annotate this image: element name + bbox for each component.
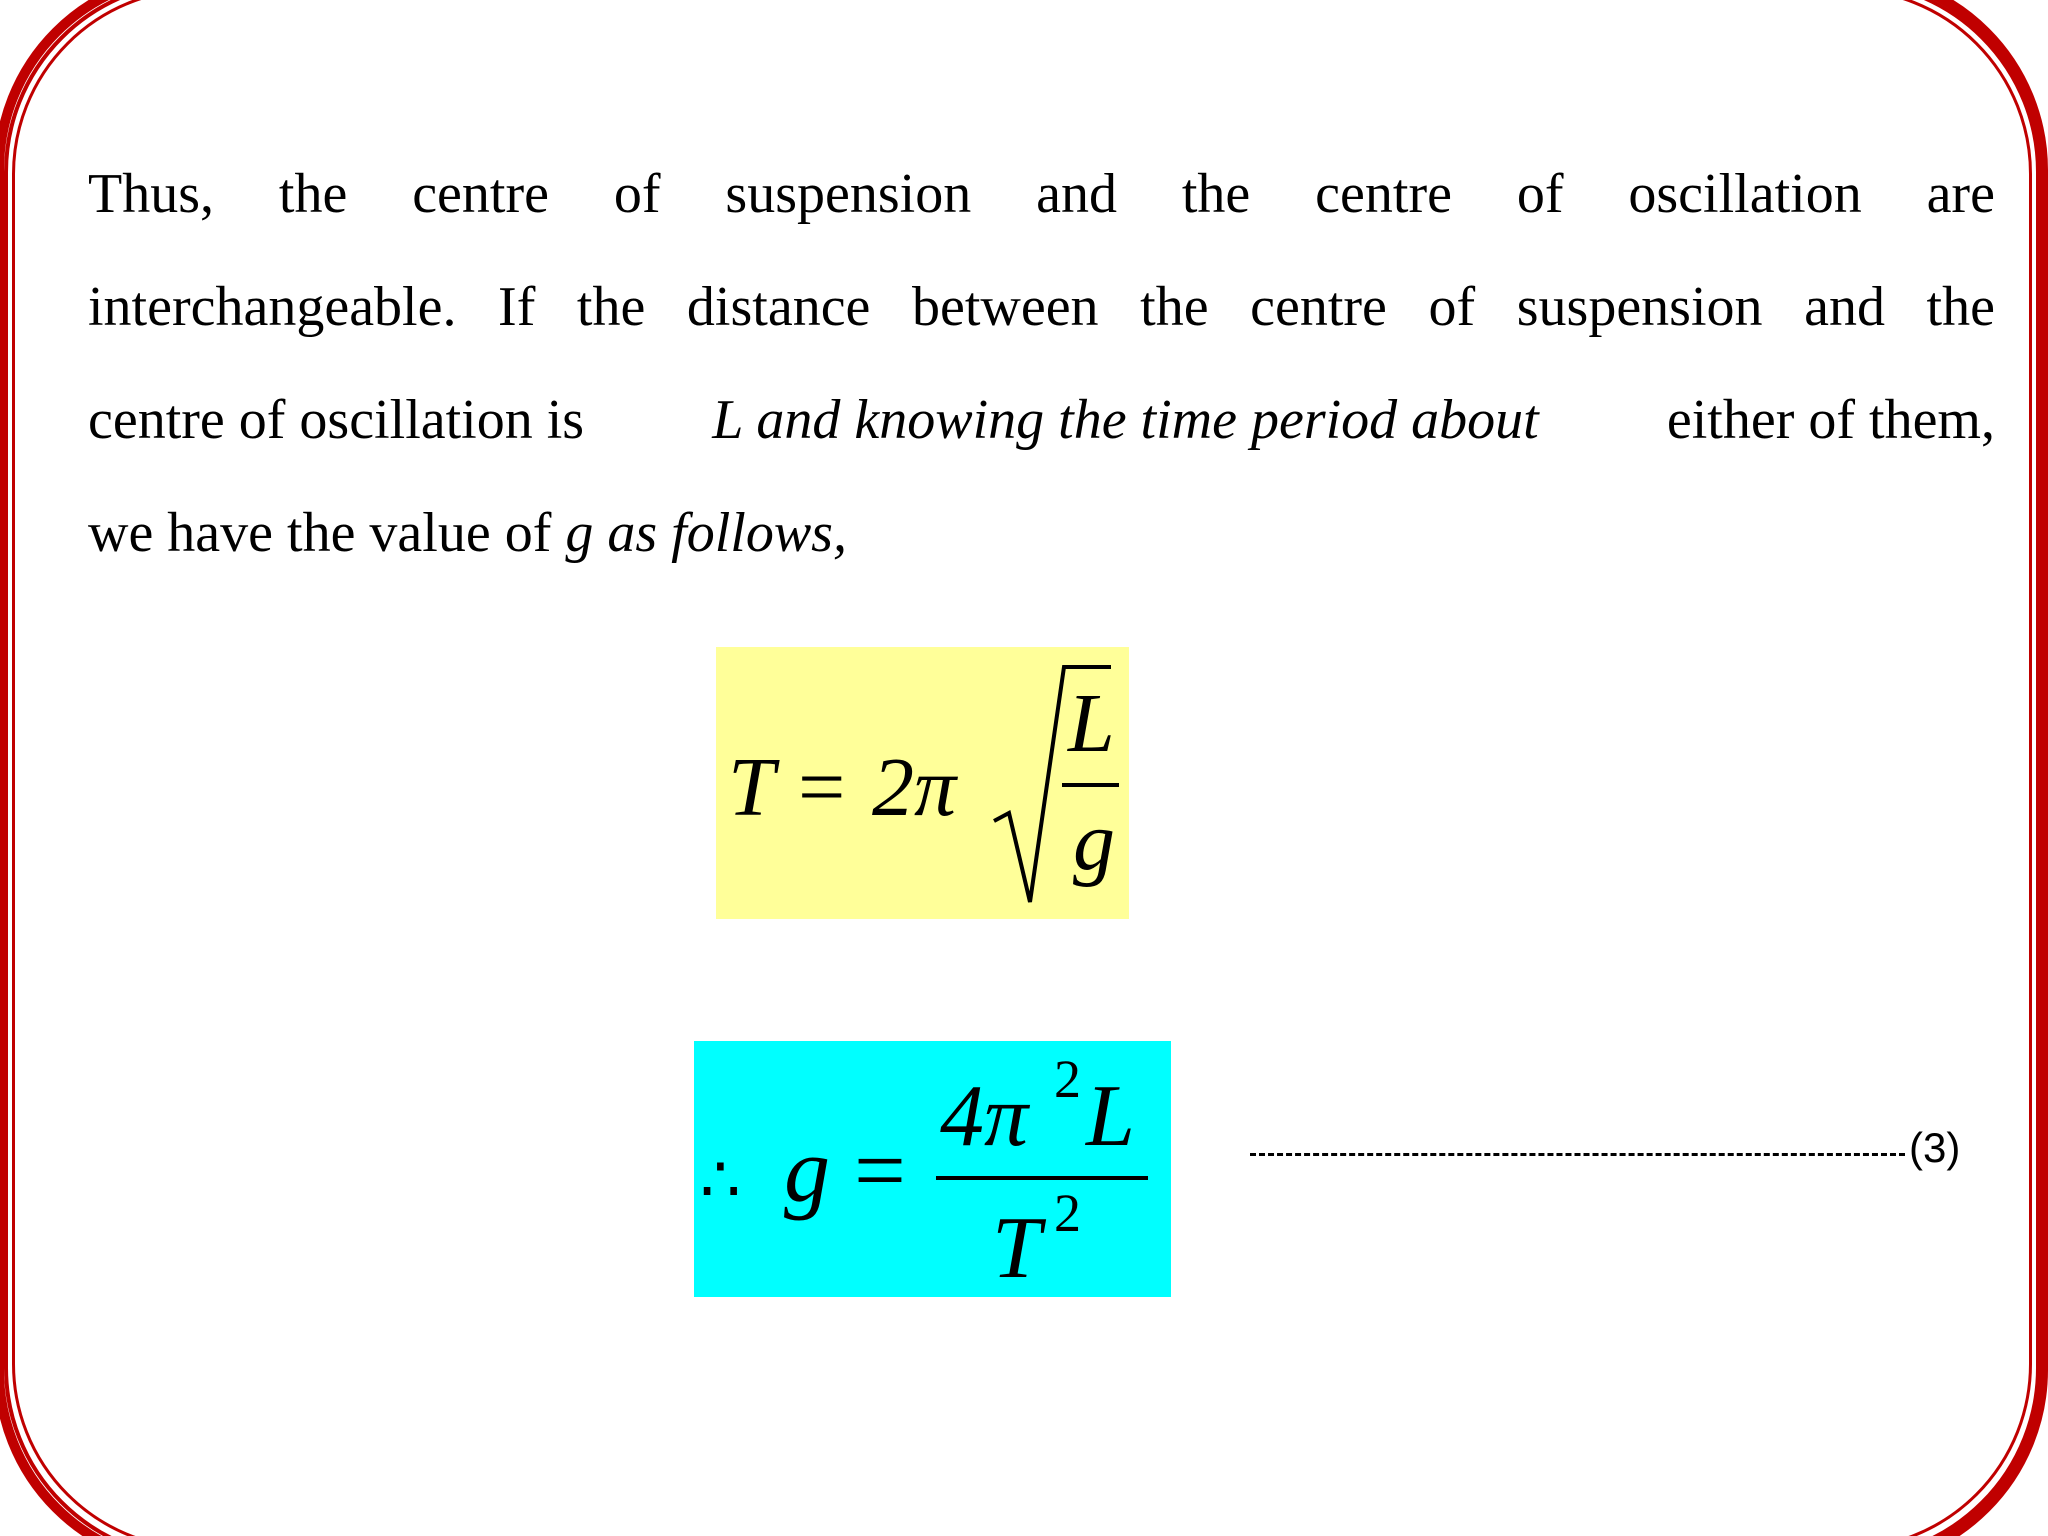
paragraph-word: the: [1926, 276, 1995, 338]
eq1-coefficient: 2π: [872, 741, 957, 834]
eq2-numerator-exponent: 2: [1054, 1049, 1081, 1109]
paragraph-word: and: [1036, 163, 1117, 225]
eq1-denominator: g: [1073, 795, 1115, 888]
eq2-denominator-variable: T: [992, 1200, 1041, 1297]
eq1-lhs: T: [728, 741, 775, 834]
paragraph-word: distance: [686, 276, 871, 338]
equation-number-label: [1250, 1124, 1960, 1172]
paragraph-word: centre: [1250, 276, 1387, 338]
paragraph-word: centre: [1315, 163, 1452, 225]
paragraph-word: of: [1516, 163, 1564, 225]
pendulum-period-equation: [716, 647, 1129, 919]
eq2-denominator-exponent: 2: [1054, 1183, 1081, 1243]
paragraph-word: Thus,: [88, 163, 214, 225]
equation-leader-dashes: [1250, 1153, 1905, 1156]
paragraph-word: the: [1181, 163, 1251, 225]
line4-text-italic: g as follows,: [565, 502, 847, 564]
paragraph-word: oscillation: [1628, 163, 1862, 225]
paragraph-word: and: [1804, 276, 1885, 338]
therefore-symbol: ∴: [700, 1143, 741, 1217]
equation-number: (3): [1909, 1124, 1961, 1171]
line3-text-italic: L and knowing the time period about: [712, 389, 1539, 451]
paragraph-word: centre: [412, 163, 549, 225]
gravity-equation: [694, 1041, 1171, 1297]
paragraph-word: the: [1140, 276, 1209, 338]
eq2-equals: =: [854, 1119, 906, 1221]
paragraph-line-1: [88, 138, 1995, 251]
gravity-equation-svg: [694, 1041, 1171, 1297]
paragraph-word: of: [1428, 276, 1476, 338]
eq1-numerator: L: [1068, 677, 1115, 770]
paragraph-word: between: [911, 276, 1099, 338]
paragraph-word: suspension: [725, 163, 972, 225]
line4-text-start: we have the value of: [88, 502, 566, 564]
paragraph-word: suspension: [1516, 276, 1763, 338]
pendulum-period-equation-svg: [716, 647, 1129, 919]
paragraph-word: the: [278, 163, 348, 225]
paragraph-line-2: [88, 251, 1995, 364]
paragraph-word: are: [1926, 163, 1995, 225]
eq2-numerator-variable: L: [1086, 1068, 1135, 1165]
body-paragraph: [88, 138, 1995, 590]
line3-text-end: either of them,: [1652, 389, 1995, 451]
paragraph-word: of: [613, 163, 661, 225]
paragraph-line-3: [88, 364, 1995, 477]
line3-text-start: centre of oscillation is: [88, 389, 599, 451]
paragraph-word: the: [576, 276, 646, 338]
paragraph-word: If: [498, 276, 536, 338]
eq2-lhs: g: [784, 1119, 830, 1221]
paragraph-word: interchangeable.: [88, 276, 457, 338]
paragraph-line-4: [88, 477, 1995, 590]
eq1-equals: =: [798, 741, 846, 834]
eq2-numerator-coefficient: 4π: [940, 1068, 1029, 1165]
